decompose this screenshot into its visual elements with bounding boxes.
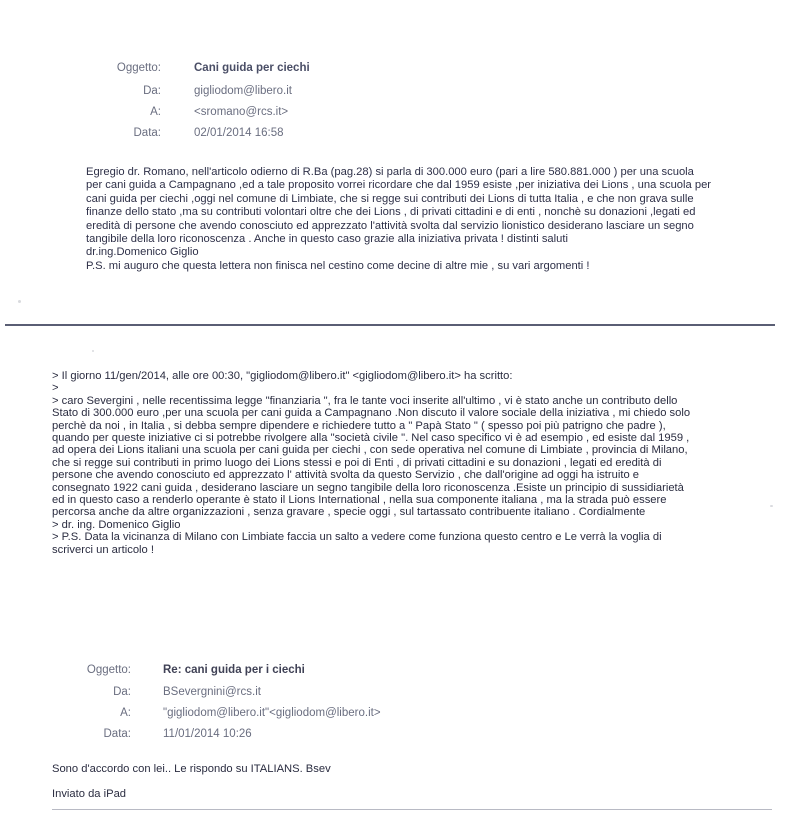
email1-date: 02/01/2014 16:58 bbox=[194, 127, 284, 139]
email2-from: BSevergnini@rcs.it bbox=[163, 686, 261, 698]
quoted-postscript: > P.S. Data la vicinanza di Milano con Limbiate faccia un salto a vedere come funziona questo centro e Le verrà la voglia di scriverci un articolo ! bbox=[52, 531, 662, 556]
email1-from: gigliodom@libero.it bbox=[194, 85, 292, 97]
email2-date-label: Data: bbox=[103, 728, 131, 740]
email2-to-label: A: bbox=[120, 707, 131, 719]
email1-subject: Cani guida per ciechi bbox=[194, 62, 310, 74]
email1-to-label: A: bbox=[150, 106, 161, 118]
quoted-intro: > Il giorno 11/gen/2014, alle ore 00:30, "gigliodom@libero.it" <gigliodom@libero.it> ha scritto: bbox=[52, 370, 513, 382]
quoted-body: > caro Severgini , nelle recentissima legge "finanziaria ", fra le tante voci inserite all'ultimo , vi è stato anche un contributo dello Stato di 300.000 euro ,per una scuola per cani guida a Campagnano .Non discuto il valore sociale della iniziativa , mi chiedo solo perchè da noi , in Italia , si debba sempre dipendere e richiedere tutto a " Papà Stato " ( spesso poi più patrigno che padre ), quando per queste iniziative ci si potrebbe rivolgere alla "società civile ". Nel caso specifico vi è ad esempio , ed esiste dal 1959 , ad opera dei Lions italiani una scuola per cani guida per ciechi , con sede operativa nel comune di Limbiate , provincia di Milano, che si regge sui contributi in primo luogo dei Lions stessi e poi di Enti , di privati cittadini e su donazioni , legati ed eredità di persone che avendo conosciuto ed apprezzato l' attività svolta da questo Servizio , che dall'origine ad oggi ha istruito e consegnato 1922 cani guida , desiderano lasciare un segno tangibile della loro riconoscenza .Esiste un principio di sussidiarietà ed in questo caso a renderlo operante è stato il Lions International , nella sua componente italiana , ma la strada può essere percorsa anche da altre organizzazioni , senza gravare , specie oggi , sul tartassato contribuente italiano . Cordialmente bbox=[52, 394, 691, 519]
email1-body bbox=[86, 166, 712, 273]
scan-speck bbox=[92, 350, 94, 352]
email1-body-text: Egregio dr. Romano, nell'articolo odierno di R.Ba (pag.28) si parla di 300.000 euro (pari a lire 580.881.000 ) per una scuola per cani guida a Campagnano ,ed a tale proposito vorrei ricordare che dal 1959 esiste ,per iniziativa dei Lions , una scuola per cani guida per ciechi ,oggi nel comune di Limbiate, che si regge sui contributi dei Lions di tutta Italia , e che non grava sulle finanze dello stato ,ma su contributi volontari oltre che dei Lions , di privati cittadini e di enti , nonchè su donazioni ,legati ed eredità di persone che avendo conosciuto ed apprezzato l'attività svolta dal servizio lionistico desiderano lasciare un segno tangibile della loro riconoscenza . Anche in questo caso grazie alla iniziativa privata ! distinti saluti bbox=[86, 166, 712, 246]
email2-subject: Re: cani guida per i ciechi bbox=[163, 664, 305, 676]
email2-sent-from: Inviato da iPad bbox=[52, 788, 127, 800]
email1-subject-label: Oggetto: bbox=[116, 62, 161, 74]
bottom-divider bbox=[52, 809, 772, 810]
scan-speck bbox=[770, 505, 773, 507]
email1-to: <sromano@rcs.it> bbox=[194, 106, 289, 118]
email2-to: "gigliodom@libero.it"<gigliodom@libero.it> bbox=[163, 707, 381, 719]
email2-reply-text: Sono d'accordo con lei.. Le rispondo su ITALIANS. Bsev bbox=[52, 763, 331, 775]
email2-subject-label: Oggetto: bbox=[86, 664, 131, 676]
quoted-blank-line: > bbox=[52, 382, 59, 395]
quoted-signature: > dr. ing. Domenico Giglio bbox=[52, 518, 181, 531]
quoted-message bbox=[52, 370, 692, 556]
scan-speck bbox=[18, 300, 21, 303]
email1-postscript: P.S. mi auguro che questa lettera non finisca nel cestino come decine di altre mie , su vari argomenti ! bbox=[86, 259, 590, 272]
email2-from-label: Da: bbox=[113, 686, 131, 698]
email1-from-label: Da: bbox=[143, 85, 161, 97]
email2-date: 11/01/2014 10:26 bbox=[163, 728, 252, 740]
section-divider bbox=[5, 324, 775, 326]
email1-signature: dr.ing.Domenico Giglio bbox=[86, 246, 199, 259]
email1-date-label: Data: bbox=[133, 127, 161, 139]
